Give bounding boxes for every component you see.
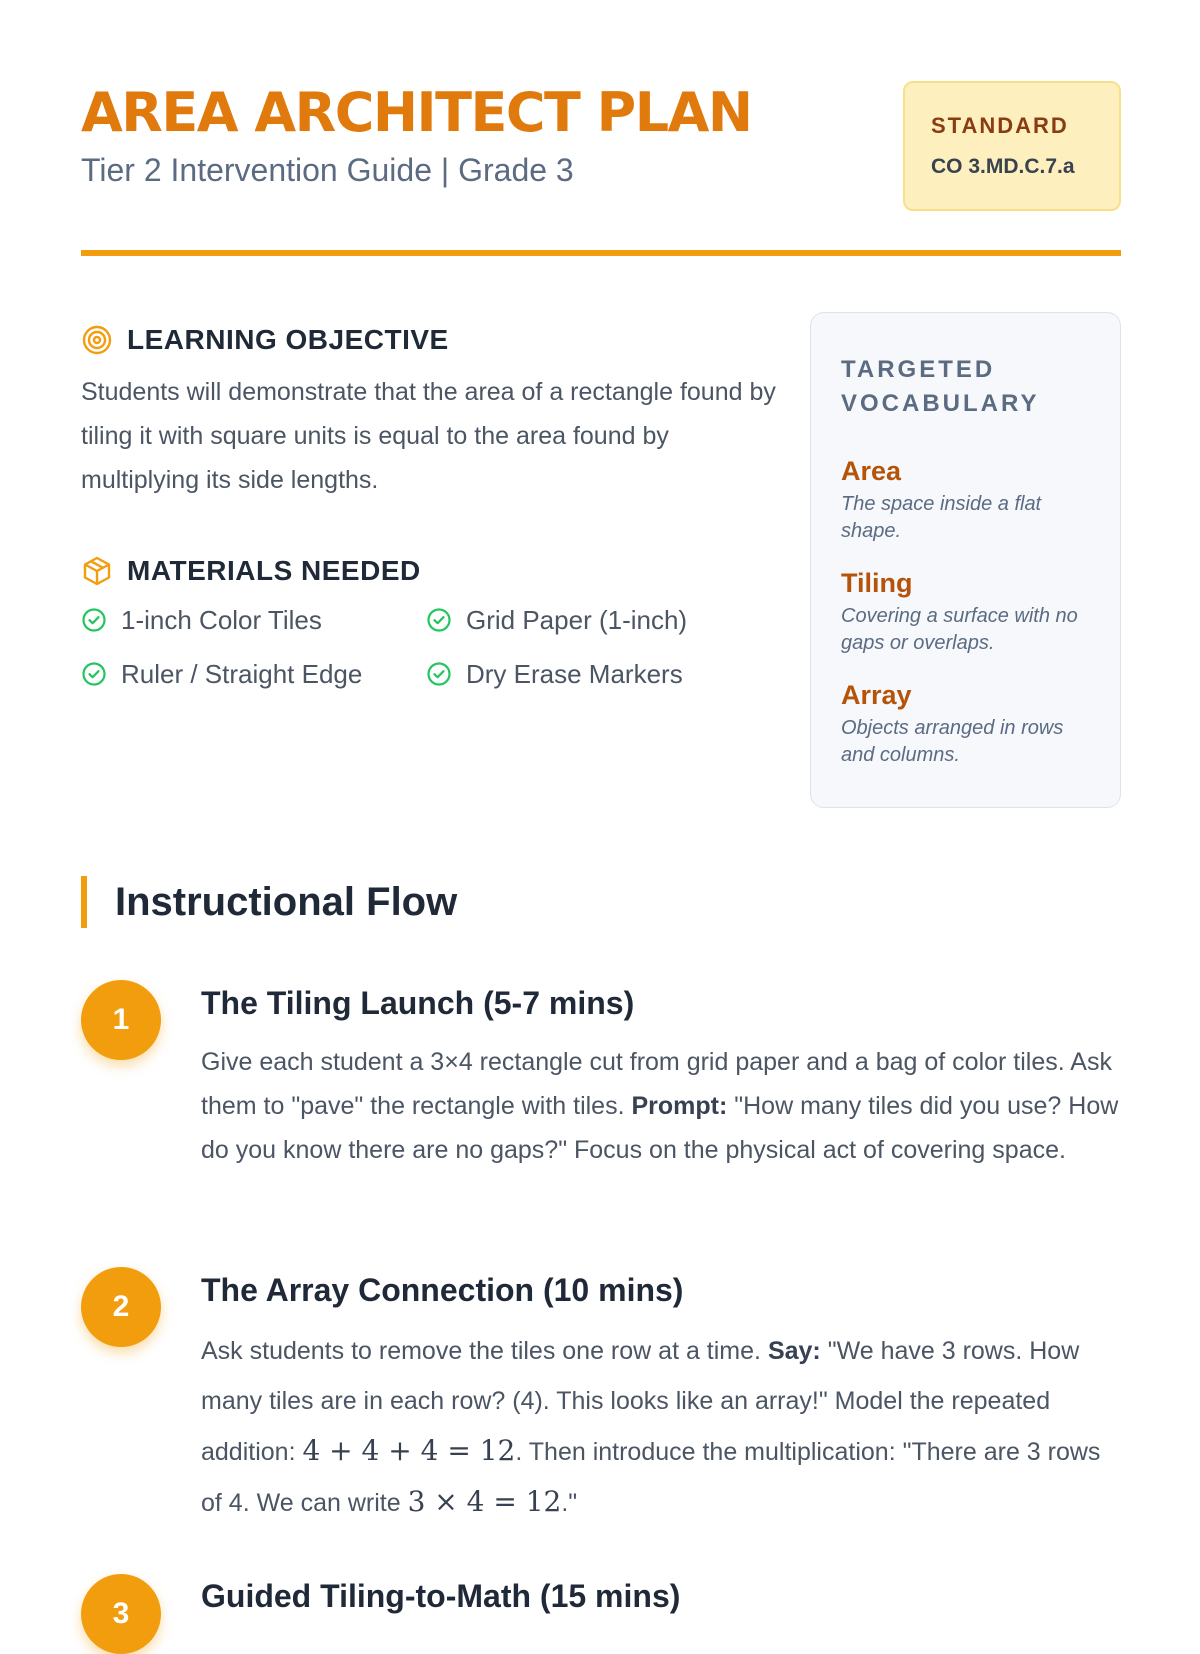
objective-text: Students will demonstrate that the area of a rectangle found by tiling it with square units is equal to the area found by multiplying its side lengths. — [81, 378, 776, 494]
list-item — [81, 600, 426, 640]
step-number-badge: 2 — [81, 1267, 161, 1347]
materials-heading — [81, 553, 421, 589]
material-label: Ruler / Straight Edge — [121, 658, 363, 689]
vocab-term: Array — [841, 680, 912, 710]
page-title: AREA ARCHITECT PLAN — [81, 81, 752, 144]
section-accent-bar — [81, 876, 87, 928]
vocabulary-card — [810, 312, 1121, 808]
step-title: The Tiling Launch (5-7 mins) — [201, 985, 635, 1021]
check-circle-icon — [81, 607, 107, 633]
step-text: . Then introduce the multiplication: "There are 3 rows of 4. We can write — [201, 1438, 1101, 1517]
step-text: ." — [561, 1489, 578, 1517]
check-circle-icon — [81, 661, 107, 687]
flow-heading: Instructional Flow — [115, 880, 458, 924]
step-title: Guided Tiling-to-Math (15 mins) — [201, 1578, 681, 1614]
check-circle-icon — [426, 661, 452, 687]
vocab-term: Area — [841, 456, 902, 486]
page-header — [81, 80, 1121, 260]
vocab-definition: The space inside a flat shape. — [841, 493, 1042, 542]
vocab-definition: Objects arranged in rows and columns. — [841, 717, 1064, 766]
materials-list — [81, 600, 771, 694]
materials-heading-label: MATERIALS NEEDED — [127, 555, 421, 586]
step-say-label: Say: — [767, 1337, 821, 1365]
standard-label: STANDARD — [931, 113, 1069, 138]
box-icon — [81, 555, 113, 587]
target-icon — [81, 324, 113, 356]
step-description — [201, 1326, 1121, 1528]
standard-badge — [903, 81, 1121, 211]
header-divider — [81, 250, 1121, 256]
list-item — [426, 600, 771, 640]
math-expression: 4 + 4 + 4 = 12 — [302, 1434, 516, 1467]
list-item — [426, 654, 771, 694]
standard-code: CO 3.MD.C.7.a — [931, 155, 1075, 178]
check-circle-icon — [426, 607, 452, 633]
vocabulary-heading: TARGETED VOCABULARY — [841, 356, 1040, 417]
material-label: Dry Erase Markers — [466, 658, 683, 689]
math-expression: 3 × 4 = 12 — [407, 1485, 562, 1518]
objective-heading — [81, 322, 449, 358]
material-label: 1-inch Color Tiles — [121, 604, 322, 635]
step-text: Ask students to remove the tiles one row at a time. — [201, 1337, 768, 1365]
step-text: "How many tiles did you use? How do you know there are no gaps?" Focus on the physical act of covering space. — [201, 1092, 1119, 1164]
step-number-badge: 1 — [81, 980, 161, 1060]
objective-heading-label: LEARNING OBJECTIVE — [127, 324, 449, 355]
step-text: Give each student a 3×4 rectangle cut from grid paper and a bag of color tiles. Ask them to "pave" the rectangle with tiles. — [201, 1048, 1112, 1120]
list-item — [81, 654, 426, 694]
step-prompt-label: Prompt: — [631, 1092, 728, 1120]
vocab-term: Tiling — [841, 568, 913, 598]
step-text: "We have 3 rows. How many tiles are in each row? (4). This looks like an array!" Model the repeated addition: — [201, 1337, 1080, 1466]
vocab-definition: Covering a surface with no gaps or overlaps. — [841, 605, 1078, 654]
page-subtitle: Tier 2 Intervention Guide | Grade 3 — [81, 152, 574, 188]
step-title: The Array Connection (10 mins) — [201, 1272, 684, 1308]
material-label: Grid Paper (1-inch) — [466, 604, 688, 635]
step-number-badge: 3 — [81, 1574, 161, 1654]
step-description — [201, 1040, 1121, 1172]
